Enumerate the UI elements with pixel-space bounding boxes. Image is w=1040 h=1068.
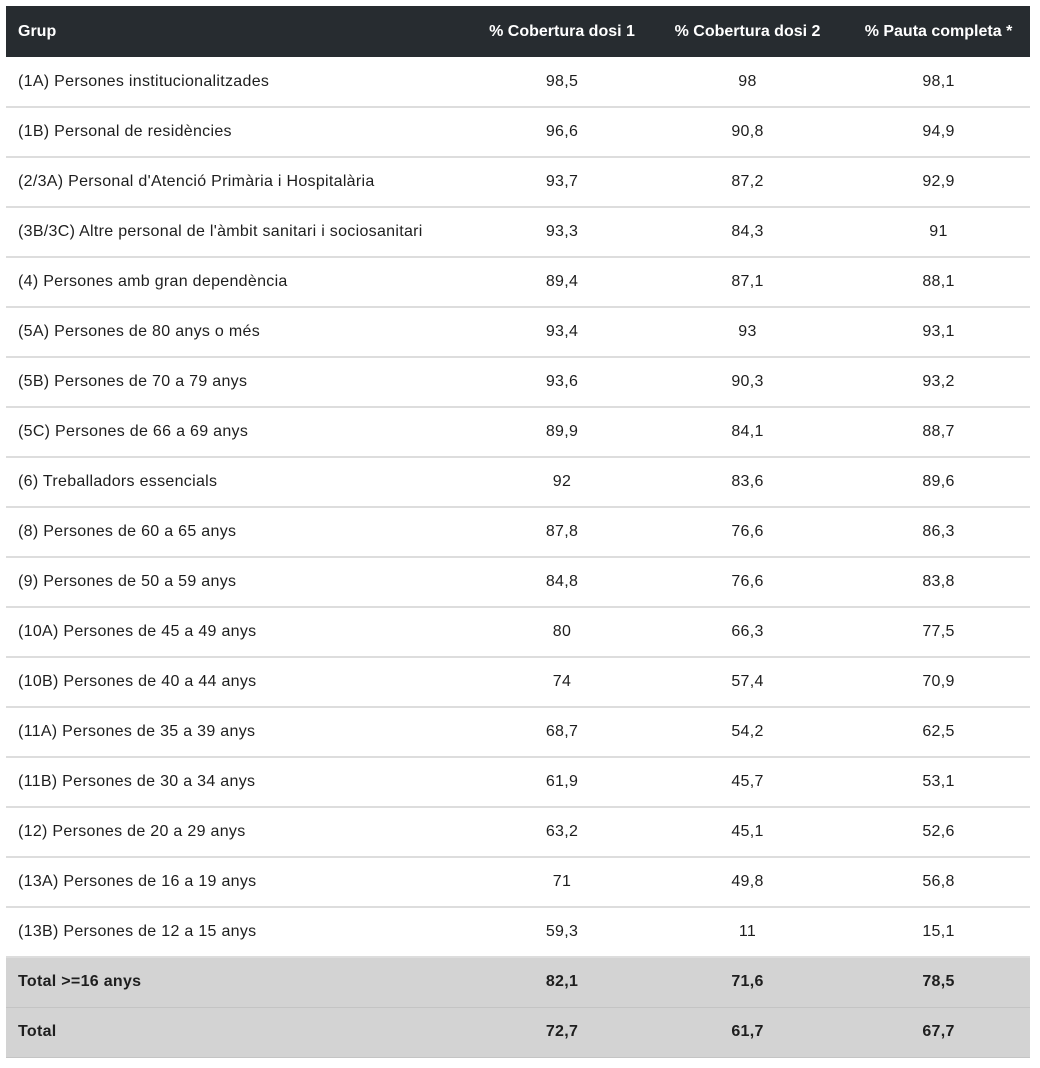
dose2-cell: 54,2 [648,707,847,757]
table-row [6,707,1030,757]
group-cell: (10B) Persones de 40 a 44 anys [6,657,476,707]
dose2-cell: 76,6 [648,557,847,607]
table-row [6,657,1030,707]
table-row [6,357,1030,407]
dose1-cell: 93,6 [476,357,648,407]
dose2-cell: 87,2 [648,157,847,207]
complete-cell: 93,2 [847,357,1030,407]
total-row [6,1007,1030,1057]
complete-cell: 89,6 [847,457,1030,507]
group-cell: (9) Persones de 50 a 59 anys [6,557,476,607]
dose1-cell: 63,2 [476,807,648,857]
dose2-cell: 45,1 [648,807,847,857]
table-row [6,757,1030,807]
dose1-cell: 98,5 [476,57,648,107]
group-cell: (12) Persones de 20 a 29 anys [6,807,476,857]
table-row [6,207,1030,257]
dose2-cell: 98 [648,57,847,107]
complete-cell: 56,8 [847,857,1030,907]
dose1-cell: 96,6 [476,107,648,157]
dose1-cell: 61,9 [476,757,648,807]
group-cell: (11B) Persones de 30 a 34 anys [6,757,476,807]
table-body [6,57,1030,1057]
dose2-cell: 90,8 [648,107,847,157]
group-cell: Total >=16 anys [6,957,476,1007]
header-complete-schedule: % Pauta completa * [864,22,1013,40]
dose1-cell: 74 [476,657,648,707]
complete-cell: 15,1 [847,907,1030,957]
complete-cell: 70,9 [847,657,1030,707]
dose1-cell: 93,7 [476,157,648,207]
dose1-cell: 72,7 [476,1007,648,1057]
group-cell: (5B) Persones de 70 a 79 anys [6,357,476,407]
table-row [6,57,1030,107]
complete-cell: 88,1 [847,257,1030,307]
header-dose2-coverage: % Cobertura dosi 2 [674,22,821,40]
dose1-cell: 92 [476,457,648,507]
total-row [6,957,1030,1007]
complete-cell: 86,3 [847,507,1030,557]
group-cell: (11A) Persones de 35 a 39 anys [6,707,476,757]
table-header [6,6,1030,57]
table-row [6,457,1030,507]
dose2-cell: 83,6 [648,457,847,507]
dose2-cell: 11 [648,907,847,957]
table-row [6,307,1030,357]
complete-cell: 88,7 [847,407,1030,457]
complete-cell: 62,5 [847,707,1030,757]
complete-cell: 93,1 [847,307,1030,357]
complete-cell: 52,6 [847,807,1030,857]
group-cell: (13B) Persones de 12 a 15 anys [6,907,476,957]
group-cell: (1B) Personal de residències [6,107,476,157]
complete-cell: 77,5 [847,607,1030,657]
vaccination-coverage-table-container [6,6,1030,1058]
complete-cell: 94,9 [847,107,1030,157]
table-row [6,557,1030,607]
group-cell: (2/3A) Personal d'Atenció Primària i Hospitalària [6,157,476,207]
complete-cell: 91 [847,207,1030,257]
dose2-cell: 66,3 [648,607,847,657]
dose1-cell: 84,8 [476,557,648,607]
group-cell: (10A) Persones de 45 a 49 anys [6,607,476,657]
complete-cell: 98,1 [847,57,1030,107]
dose2-cell: 76,6 [648,507,847,557]
group-cell: Total [6,1007,476,1057]
dose2-cell: 49,8 [648,857,847,907]
dose1-cell: 93,4 [476,307,648,357]
dose2-cell: 90,3 [648,357,847,407]
group-cell: (4) Persones amb gran dependència [6,257,476,307]
group-cell: (6) Treballadors essencials [6,457,476,507]
complete-cell: 92,9 [847,157,1030,207]
dose1-cell: 80 [476,607,648,657]
table-row [6,407,1030,457]
group-cell: (5C) Persones de 66 a 69 anys [6,407,476,457]
dose1-cell: 89,4 [476,257,648,307]
header-group: Grup [18,22,57,40]
header-dose1-coverage: % Cobertura dosi 1 [489,22,635,40]
table-row [6,507,1030,557]
dose2-cell: 61,7 [648,1007,847,1057]
complete-cell: 67,7 [847,1007,1030,1057]
group-cell: (5A) Persones de 80 anys o més [6,307,476,357]
complete-cell: 53,1 [847,757,1030,807]
group-cell: (13A) Persones de 16 a 19 anys [6,857,476,907]
dose2-cell: 93 [648,307,847,357]
dose1-cell: 89,9 [476,407,648,457]
complete-cell: 78,5 [847,957,1030,1007]
dose2-cell: 84,3 [648,207,847,257]
dose1-cell: 71 [476,857,648,907]
group-cell: (8) Persones de 60 a 65 anys [6,507,476,557]
group-cell: (3B/3C) Altre personal de l'àmbit sanitari i sociosanitari [6,207,476,257]
table-row [6,807,1030,857]
dose2-cell: 71,6 [648,957,847,1007]
dose2-cell: 87,1 [648,257,847,307]
table-row [6,257,1030,307]
dose1-cell: 87,8 [476,507,648,557]
vaccination-coverage-table [6,6,1030,1058]
dose1-cell: 59,3 [476,907,648,957]
dose2-cell: 57,4 [648,657,847,707]
dose1-cell: 68,7 [476,707,648,757]
dose2-cell: 45,7 [648,757,847,807]
complete-cell: 83,8 [847,557,1030,607]
group-cell: (1A) Persones institucionalitzades [6,57,476,107]
header-row [6,6,1030,57]
table-row [6,857,1030,907]
dose1-cell: 82,1 [476,957,648,1007]
table-row [6,157,1030,207]
table-row [6,907,1030,957]
dose1-cell: 93,3 [476,207,648,257]
dose2-cell: 84,1 [648,407,847,457]
table-row [6,607,1030,657]
table-row [6,107,1030,157]
